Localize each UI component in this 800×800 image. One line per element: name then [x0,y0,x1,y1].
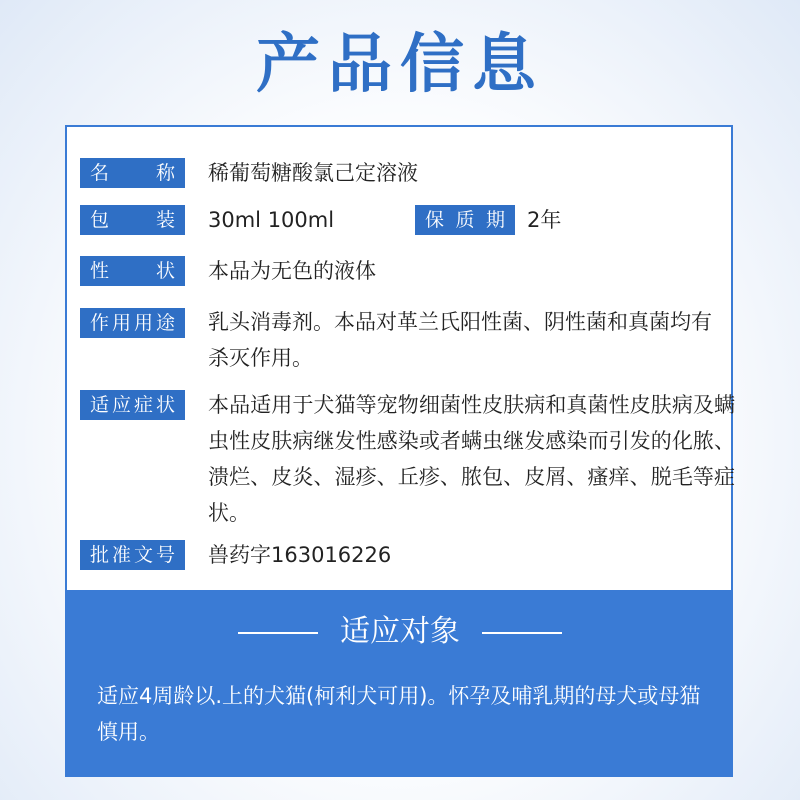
left-dash-decoration [238,632,318,634]
field-package-value: 30ml 100ml [208,208,335,232]
field-approval-value: 兽药字163016226 [208,543,392,567]
target-section-heading [0,612,800,652]
field-indications-value: 本品适用于犬猫等宠物细菌性皮肤病和真菌性皮肤病及螨虫性皮肤病继发性感染或者螨虫继发感染而引发的化脓、溃烂、皮炎、湿疹、丘疹、脓包、皮屑、瘙痒、脱毛等症状。 [208,393,735,525]
field-approval-label: 批准文号 [80,540,185,570]
field-function-label: 作用用途 [80,308,185,338]
field-shelf-life-label: 保质期 [415,205,515,235]
target-section-title: 适应对象 [340,614,460,649]
field-name-value: 稀葡萄糖酸氯己定溶液 [208,161,418,185]
page-title: 产品信息 [256,28,544,102]
field-name-label: 名称 [80,158,185,188]
right-dash-decoration [482,632,562,634]
field-function-value: 乳头消毒剂。本品对革兰氏阳性菌、阴性菌和真菌均有杀灭作用。 [208,310,712,370]
field-package-label: 包装 [80,205,185,235]
field-appearance-value: 本品为无色的液体 [208,259,376,283]
field-shelf-life-value: 2年 [527,208,562,232]
target-section-text: 适应4周龄以.上的犬猫(柯利犬可用)。怀孕及哺乳期的母犬或母猫慎用。 [97,684,701,744]
field-appearance-label: 性状 [80,256,185,286]
field-indications-label: 适应症状 [80,390,185,420]
